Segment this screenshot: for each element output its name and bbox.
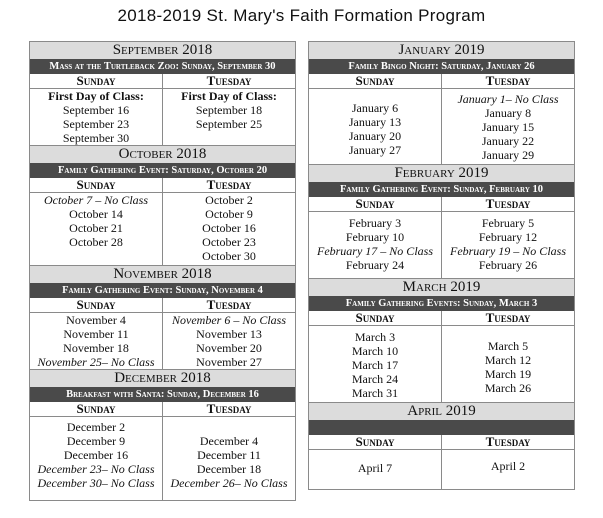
day-headers [30, 402, 295, 417]
month-block [309, 402, 574, 489]
day-headers [309, 74, 574, 89]
class-date: December 23– No Class [37, 462, 155, 476]
event-banner: Family Gathering Event: Saturday, October 20 [30, 163, 295, 178]
date-grid [30, 313, 295, 369]
class-date: December 11 [197, 448, 261, 462]
tuesday-dates [441, 450, 574, 489]
class-date: November 6 – No Class [172, 313, 286, 327]
class-date: March 17 [351, 358, 399, 372]
month-block [30, 42, 295, 145]
month-block [309, 42, 574, 164]
class-date: January 20 [348, 129, 402, 143]
class-date: October 28 [69, 235, 123, 249]
class-date: October 7 – No Class [43, 193, 148, 207]
class-date: March 19 [484, 367, 532, 381]
day-headers [309, 435, 574, 450]
class-date: January 15 [481, 120, 535, 134]
class-date: First Day of Class: [181, 89, 277, 103]
class-date: December 9 [66, 434, 126, 448]
class-date: October 21 [69, 221, 123, 235]
date-grid [309, 89, 574, 164]
class-date: February 5 [481, 216, 535, 230]
class-date: December 16 [63, 448, 129, 462]
class-date: September 30 [62, 131, 130, 145]
sunday-dates [309, 89, 441, 164]
sunday-header: Sunday [76, 177, 116, 192]
class-date: March 31 [351, 386, 399, 400]
tuesday-header: Tuesday [162, 402, 295, 416]
tuesday-header: Tuesday [441, 311, 574, 325]
class-date: October 9 [205, 207, 253, 221]
month-title: December 2018 [30, 369, 295, 387]
sunday-dates [309, 212, 441, 278]
class-date: December 30– No Class [37, 476, 155, 490]
class-date: January 1– No Class [457, 92, 559, 106]
class-date: March 3 [354, 330, 396, 344]
class-date: October 14 [69, 207, 123, 221]
class-date: April 7 [357, 461, 393, 475]
class-date: November 20 [196, 341, 262, 355]
class-date: March 10 [351, 344, 399, 358]
month-title: March 2019 [309, 278, 574, 296]
class-date: February 24 [345, 258, 405, 272]
tuesday-header: Tuesday [162, 298, 295, 312]
day-headers [309, 197, 574, 212]
month-title: November 2018 [30, 265, 295, 283]
class-date: February 19 – No Class [449, 244, 566, 258]
class-date: November 11 [63, 327, 129, 341]
spring-schedule-column [308, 41, 575, 490]
day-headers [30, 298, 295, 313]
class-date: November 13 [196, 327, 262, 341]
sunday-dates [30, 417, 162, 500]
date-grid [309, 212, 574, 278]
month-block [30, 265, 295, 369]
sunday-dates [30, 193, 162, 265]
month-block [30, 369, 295, 500]
class-date: February 26 [478, 258, 538, 272]
tuesday-header: Tuesday [162, 178, 295, 192]
class-date: December 26– No Class [170, 476, 288, 490]
class-date: January 27 [348, 143, 402, 157]
month-title: September 2018 [30, 42, 295, 59]
day-headers [309, 311, 574, 326]
class-date: September 18 [195, 103, 263, 117]
tuesday-dates [162, 89, 295, 145]
tuesday-header: Tuesday [441, 435, 574, 449]
month-title: January 2019 [309, 42, 574, 59]
event-banner: Mass at the Turtleback Zoo: Sunday, September 30 [30, 59, 295, 74]
class-date: April 2 [490, 459, 526, 473]
class-date: January 29 [481, 148, 535, 162]
sunday-header: Sunday [355, 73, 395, 88]
sunday-header: Sunday [76, 73, 116, 88]
class-date: February 3 [348, 216, 402, 230]
class-date: First Day of Class: [48, 89, 144, 103]
class-date: September 25 [195, 117, 263, 131]
tuesday-dates [441, 326, 574, 402]
class-date: February 12 [478, 230, 538, 244]
class-date: October 23 [202, 235, 256, 249]
month-block [309, 164, 574, 278]
month-title: April 2019 [309, 402, 574, 420]
event-banner: Family Bingo Night: Saturday, January 26 [309, 59, 574, 74]
sunday-header: Sunday [355, 434, 395, 449]
day-headers [30, 74, 295, 89]
class-date: February 17 – No Class [316, 244, 433, 258]
month-block [309, 278, 574, 402]
class-date: November 18 [63, 341, 129, 355]
sunday-header: Sunday [76, 401, 116, 416]
sunday-dates [30, 89, 162, 145]
event-banner: Family Gathering Events: Sunday, March 3 [309, 296, 574, 311]
date-grid [30, 417, 295, 500]
class-date: November 25– No Class [37, 355, 155, 369]
tuesday-dates [162, 417, 295, 500]
class-date: December 18 [196, 462, 262, 476]
class-date: December 2 [66, 420, 126, 434]
month-block [30, 145, 295, 265]
event-banner: Breakfast with Santa: Sunday, December 16 [30, 387, 295, 402]
date-grid [30, 89, 295, 145]
class-date: October 30 [202, 249, 256, 263]
month-title: October 2018 [30, 145, 295, 163]
event-banner: Family Gathering Event: Sunday, November 4 [30, 283, 295, 298]
tuesday-dates [441, 89, 574, 164]
class-date: September 23 [62, 117, 130, 131]
class-date: March 24 [351, 372, 399, 386]
date-grid [309, 326, 574, 402]
class-date: March 26 [484, 381, 532, 395]
class-date: December 4 [199, 434, 259, 448]
event-banner [309, 420, 574, 435]
tuesday-header: Tuesday [441, 74, 574, 88]
month-title: February 2019 [309, 164, 574, 182]
class-date: January 22 [481, 134, 535, 148]
page-title: 2018-2019 St. Mary's Faith Formation Program [117, 6, 486, 25]
sunday-dates [309, 450, 441, 489]
class-date: November 4 [66, 313, 126, 327]
class-date: September 16 [62, 103, 130, 117]
tuesday-dates [162, 313, 295, 369]
sunday-header: Sunday [355, 310, 395, 325]
class-date: March 12 [484, 353, 532, 367]
day-headers [30, 178, 295, 193]
class-date: January 6 [351, 101, 399, 115]
class-date: January 13 [348, 115, 402, 129]
tuesday-header: Tuesday [162, 74, 295, 88]
class-date: October 2 [205, 193, 253, 207]
sunday-header: Sunday [355, 196, 395, 211]
event-banner: Family Gathering Event: Sunday, February 10 [309, 182, 574, 197]
date-grid [309, 450, 574, 489]
date-grid [30, 193, 295, 265]
sunday-dates [309, 326, 441, 402]
class-date: March 5 [487, 339, 529, 353]
class-date: January 8 [484, 106, 532, 120]
fall-schedule-column [29, 41, 296, 501]
sunday-dates [30, 313, 162, 369]
class-date: October 16 [202, 221, 256, 235]
tuesday-dates [441, 212, 574, 278]
class-date: February 10 [345, 230, 405, 244]
class-date: November 27 [196, 355, 262, 369]
tuesday-dates [162, 193, 295, 265]
sunday-header: Sunday [76, 297, 116, 312]
tuesday-header: Tuesday [441, 197, 574, 211]
